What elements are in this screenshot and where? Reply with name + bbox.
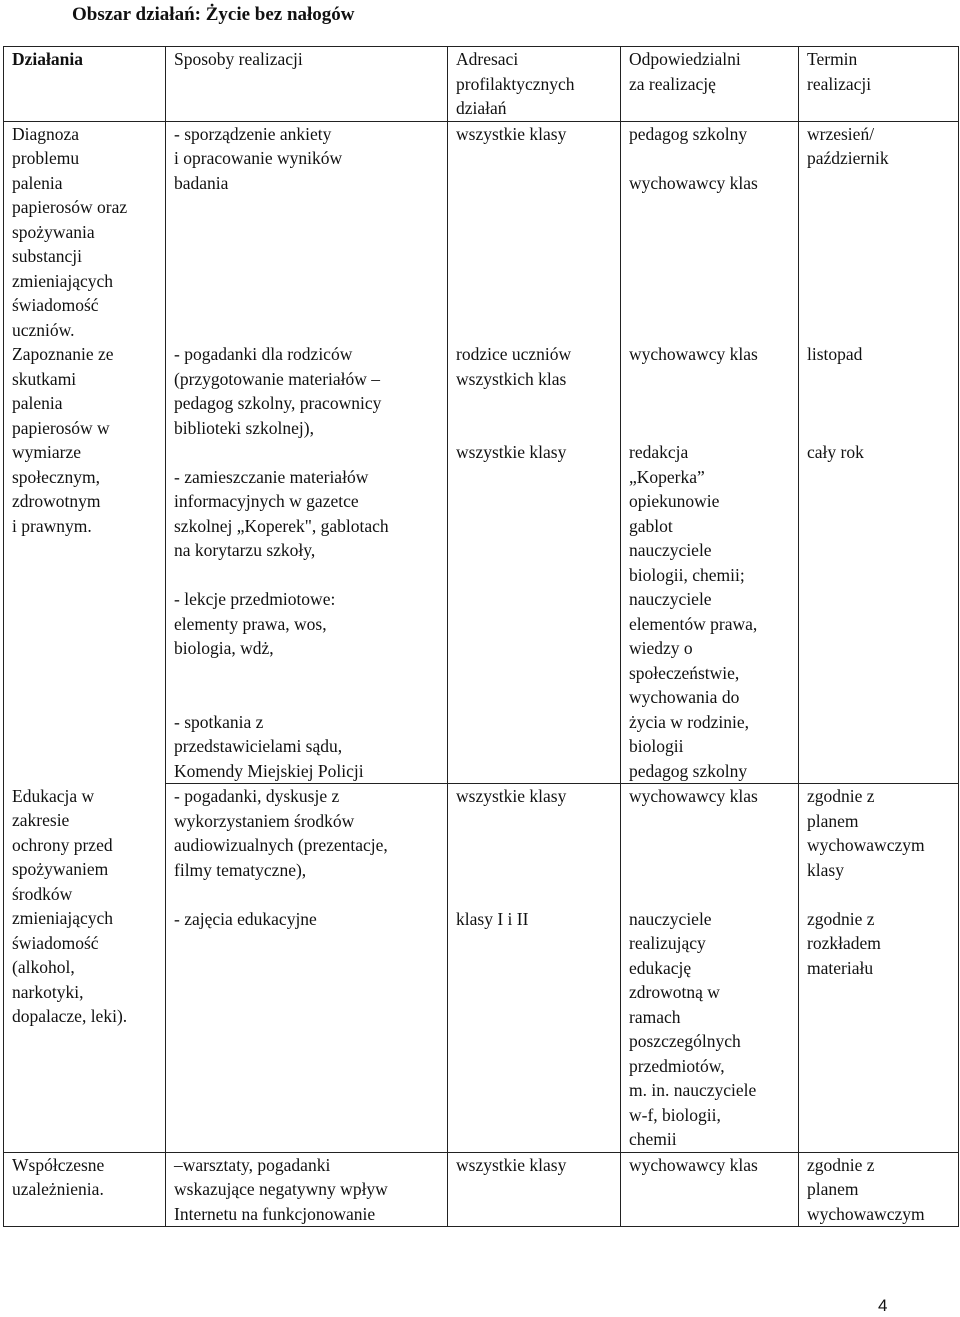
cell-odpowiedzialni: wychowawcy klas redakcja „Koperka” opiekunowie gablot nauczyciele biologii, chemii; nauczyciele elementów prawa, wiedzy o społeczeństwie, wychowania do życia w rodzinie, biologii pedagog szkolny [621, 342, 799, 784]
cell-adresaci: wszystkie klasy [448, 121, 621, 342]
cell-adresaci: wszystkie klasy [448, 1152, 621, 1227]
table-row [4, 1152, 959, 1227]
header-sposoby: Sposoby realizacji [166, 47, 448, 122]
cell-sposoby: - pogadanki dla rodziców (przygotowanie materiałów – pedagog szkolny, pracownicy biblioteki szkolnej), - zamieszczanie materiałów informacyjnych w gazetce szkolnej „Koperek", gablotach na korytarzu szkoły, - lekcje przedmiotowe: elementy prawa, wos, biologia, wdż, - spotkania z przedstawicielami sądu, Komendy Miejskiej Policji [166, 342, 448, 784]
table-row [4, 342, 959, 784]
cell-odpowiedzialni: wychowawcy klas [621, 1152, 799, 1227]
table-header-row [4, 47, 959, 122]
header-dzialania: Działania [4, 47, 166, 122]
table-row [4, 121, 959, 342]
cell-dzialania: Zapoznanie ze skutkami palenia papierosów w wymiarze społecznym, zdrowotnym i prawnym. [4, 342, 166, 784]
page-number: 4 [878, 1296, 888, 1315]
action-plan-table [3, 46, 959, 1227]
cell-odpowiedzialni: wychowawcy klas nauczyciele realizujący edukację zdrowotną w ramach poszczególnych przedmiotów, m. in. nauczyciele w-f, biologii, chemii [621, 784, 799, 1153]
cell-termin: wrzesień/ październik [799, 121, 959, 342]
table-row [4, 784, 959, 1153]
header-odpowiedzialni: Odpowiedzialni za realizację [621, 47, 799, 122]
cell-dzialania: Edukacja w zakresie ochrony przed spożywaniem środków zmieniających świadomość (alkohol, narkotyki, dopalacze, leki). [4, 784, 166, 1153]
cell-adresaci: rodzice uczniów wszystkich klas wszystkie klasy [448, 342, 621, 784]
cell-adresaci: wszystkie klasy klasy I i II [448, 784, 621, 1153]
cell-sposoby: –warsztaty, pogadanki wskazujące negatywny wpływ Internetu na funkcjonowanie [166, 1152, 448, 1227]
document-title: Obszar działań: Życie bez nałogów [72, 4, 355, 25]
header-adresaci: Adresaci profilaktycznych działań [448, 47, 621, 122]
cell-odpowiedzialni: pedagog szkolny wychowawcy klas [621, 121, 799, 342]
cell-sposoby: - pogadanki, dyskusje z wykorzystaniem środków audiowizualnych (prezentacje, filmy tematyczne), - zajęcia edukacyjne [166, 784, 448, 1153]
cell-termin: listopad cały rok [799, 342, 959, 784]
cell-dzialania: Diagnoza problemu palenia papierosów oraz spożywania substancji zmieniających świadomość uczniów. [4, 121, 166, 342]
cell-dzialania: Współczesne uzależnienia. [4, 1152, 166, 1227]
cell-termin: zgodnie z planem wychowawczym [799, 1152, 959, 1227]
header-termin: Termin realizacji [799, 47, 959, 122]
cell-termin: zgodnie z planem wychowawczym klasy zgodnie z rozkładem materiału [799, 784, 959, 1153]
cell-sposoby: - sporządzenie ankiety i opracowanie wyników badania [166, 121, 448, 342]
